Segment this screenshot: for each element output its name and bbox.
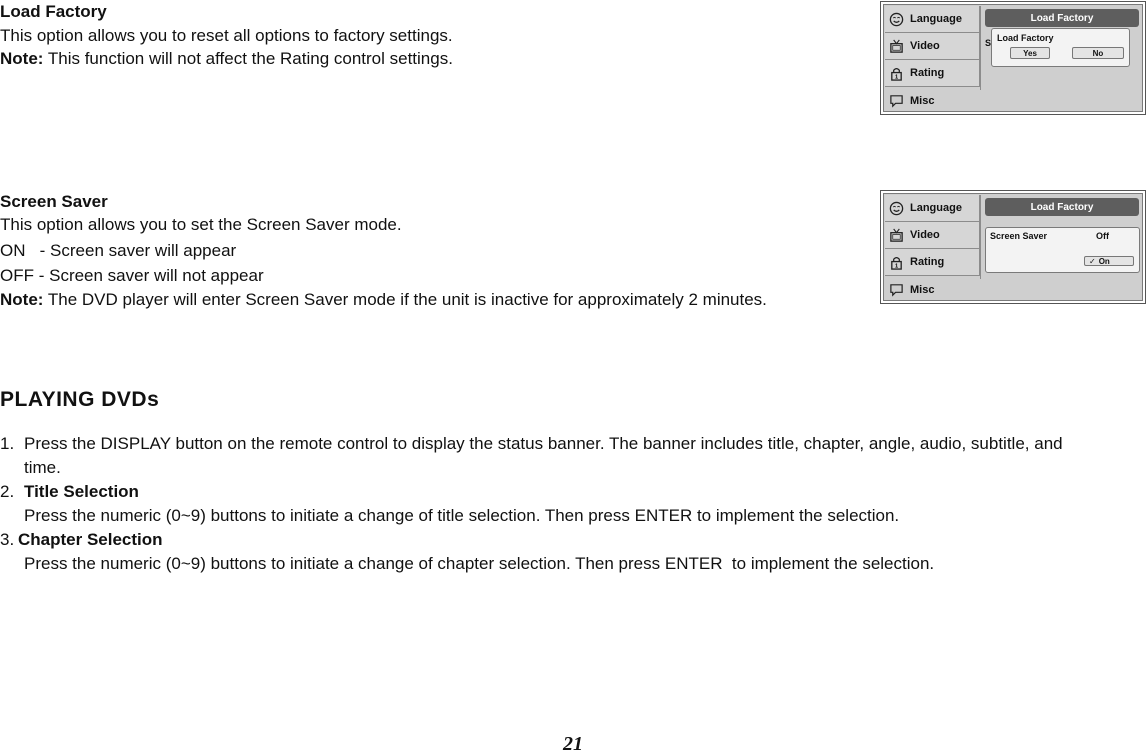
- menu-item-label: Rating: [910, 67, 945, 79]
- item2-number: 2.: [0, 482, 15, 501]
- tv-icon: [889, 228, 904, 243]
- smiley-icon: [889, 12, 904, 27]
- menu-item-rating: [885, 60, 980, 87]
- no-button[interactable]: No: [1072, 47, 1124, 59]
- menu-item-misc: [885, 276, 980, 303]
- menu-item-rating: [885, 249, 980, 276]
- menu-title-bar: Load Factory: [985, 198, 1139, 216]
- speech-bubble-icon: [889, 93, 904, 108]
- note-label: Note:: [0, 49, 44, 68]
- menu-item-label: Rating: [910, 256, 945, 268]
- confirm-dialog: [991, 28, 1130, 67]
- menu-item-video: [885, 222, 980, 249]
- note-label: Note:: [0, 290, 44, 309]
- screen-saver-label: Screen Saver: [990, 231, 1048, 241]
- lock-icon: [889, 255, 904, 270]
- menu-item-language: [885, 195, 980, 222]
- menu-item-label: Misc: [910, 283, 935, 296]
- menu-item-label: Misc: [910, 94, 935, 107]
- load-factory-menu-screenshot: [880, 1, 1146, 115]
- item1-text-line2: time.: [24, 458, 61, 477]
- svg-text:1: 1: [894, 74, 899, 81]
- item1-number: 1.: [0, 434, 15, 453]
- smiley-icon: [889, 201, 904, 216]
- note-text: This function will not affect the Rating control settings.: [43, 49, 453, 68]
- menu-title-bar: Load Factory: [985, 9, 1139, 27]
- note-text: The DVD player will enter Screen Saver mode if the unit is inactive for approximately 2 minutes.: [43, 290, 767, 309]
- load-factory-heading: Load Factory: [0, 2, 107, 21]
- page-number: 21: [563, 733, 583, 755]
- menu-item-misc: [885, 87, 980, 114]
- screen-saver-note: [0, 288, 767, 311]
- on-option[interactable]: [1084, 256, 1134, 266]
- menu-item-label: Video: [910, 40, 940, 52]
- screen-saver-heading: Screen Saver: [0, 192, 108, 211]
- speech-bubble-icon: [889, 282, 904, 297]
- on-label: On: [1098, 256, 1110, 266]
- off-option[interactable]: Off: [1096, 231, 1109, 241]
- dialog-title: Load Factory: [997, 33, 1054, 43]
- menu-item-label: Language: [910, 202, 962, 214]
- hidden-option-label: S: [985, 38, 992, 48]
- menu-item-language: [885, 6, 980, 33]
- load-factory-note: [0, 47, 453, 70]
- playing-dvds-heading: PLAYING DVDs: [0, 388, 160, 411]
- screen-saver-off-line: OFF - Screen saver will not appear: [0, 266, 264, 285]
- lock-icon: [889, 66, 904, 81]
- item2-text: Press the numeric (0~9) buttons to initiate a change of title selection. Then press ENTER to implement the selection.: [24, 506, 900, 525]
- screen-saver-menu-screenshot: [880, 190, 1146, 304]
- checkmark-icon: ✓: [1089, 256, 1096, 266]
- item1-text-line1: Press the DISPLAY button on the remote control to display the status banner. The banner includes title, chapter, angle, audio, subtitle, and: [24, 434, 1063, 453]
- item3-title: Chapter Selection: [18, 530, 163, 549]
- item2-title: Title Selection: [24, 482, 139, 501]
- tv-icon: [889, 39, 904, 54]
- load-factory-description: This option allows you to reset all options to factory settings.: [0, 26, 453, 45]
- menu-item-label: Language: [910, 13, 962, 25]
- svg-text:1: 1: [894, 263, 899, 270]
- item3-text: Press the numeric (0~9) buttons to initiate a change of chapter selection. Then press ENTER to implement the selection.: [24, 554, 935, 573]
- item3-number: 3.: [0, 530, 15, 549]
- yes-button[interactable]: Yes: [1010, 47, 1050, 59]
- menu-item-video: [885, 33, 980, 60]
- menu-sidebar: [885, 195, 980, 303]
- screen-saver-option-panel: [985, 227, 1140, 273]
- screen-saver-on-line: ON - Screen saver will appear: [0, 241, 237, 260]
- screen-saver-description: This option allows you to set the Screen Saver mode.: [0, 215, 402, 234]
- menu-item-label: Video: [910, 229, 940, 241]
- menu-sidebar: [885, 6, 980, 114]
